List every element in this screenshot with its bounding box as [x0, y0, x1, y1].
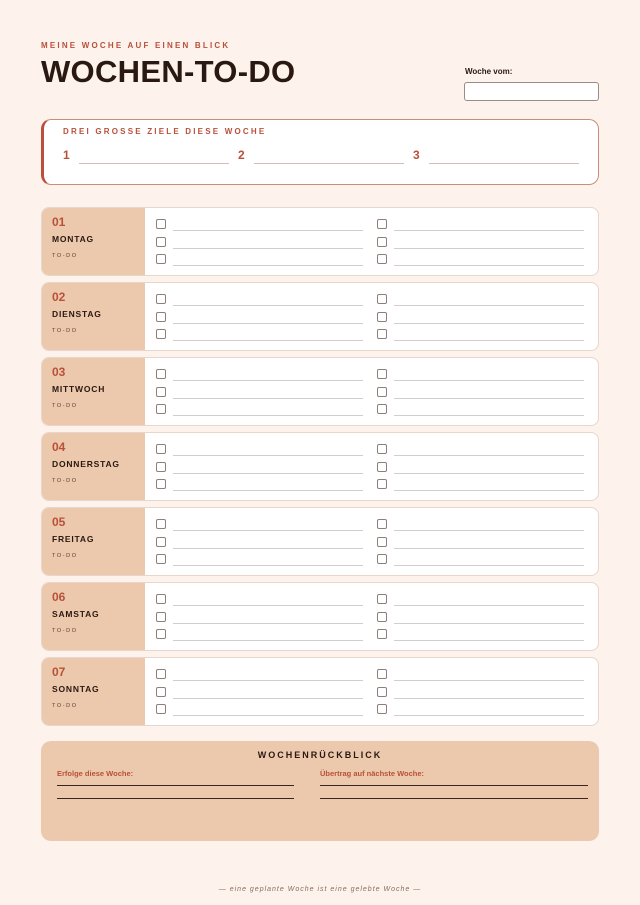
task-item: [156, 669, 363, 681]
day-number: 02: [52, 290, 66, 304]
task-line[interactable]: [394, 490, 584, 491]
goal-field[interactable]: [79, 163, 229, 164]
day-label-panel: [42, 433, 145, 500]
task-checkbox[interactable]: [156, 537, 166, 547]
task-line[interactable]: [173, 623, 363, 624]
task-line[interactable]: [173, 380, 363, 381]
task-item: [156, 444, 363, 456]
task-item: [156, 629, 363, 641]
task-item: [156, 554, 363, 566]
task-item: [377, 704, 584, 716]
task-item: [377, 669, 584, 681]
goal-field[interactable]: [429, 163, 579, 164]
day-number: 06: [52, 590, 66, 604]
day-label-panel: [42, 358, 145, 425]
task-item: [156, 687, 363, 699]
footer-tagline: — eine geplante Woche ist eine gelebte Woche —: [218, 886, 422, 893]
task-item: [156, 329, 363, 341]
task-item: [377, 537, 584, 549]
week-label: Woche vom:: [465, 67, 513, 76]
task-line[interactable]: [394, 415, 584, 416]
task-line[interactable]: [173, 605, 363, 606]
goals-panel: [41, 119, 599, 185]
task-item: [377, 404, 584, 416]
task-line[interactable]: [394, 640, 584, 641]
day-name: DONNERSTAG: [52, 459, 120, 469]
task-checkbox[interactable]: [377, 387, 387, 397]
task-line[interactable]: [394, 548, 584, 549]
task-checkbox[interactable]: [377, 237, 387, 247]
task-checkbox[interactable]: [156, 329, 166, 339]
task-checkbox[interactable]: [377, 594, 387, 604]
task-line[interactable]: [173, 490, 363, 491]
task-item: [377, 219, 584, 231]
task-line[interactable]: [173, 230, 363, 231]
day-row-3: [41, 357, 599, 426]
task-line[interactable]: [173, 715, 363, 716]
day-number: 05: [52, 515, 66, 529]
task-checkbox[interactable]: [377, 669, 387, 679]
review-label-carryover: Übertrag auf nächste Woche:: [320, 769, 425, 778]
task-checkbox[interactable]: [156, 444, 166, 454]
task-item: [377, 554, 584, 566]
task-line[interactable]: [394, 605, 584, 606]
task-checkbox[interactable]: [156, 294, 166, 304]
day-todo-label: TO-DO: [52, 553, 78, 559]
task-item: [377, 387, 584, 399]
day-label-panel: [42, 658, 145, 725]
task-item: [156, 612, 363, 624]
task-item: [377, 312, 584, 324]
task-checkbox[interactable]: [156, 479, 166, 489]
task-line[interactable]: [173, 323, 363, 324]
task-item: [156, 369, 363, 381]
task-checkbox[interactable]: [377, 294, 387, 304]
task-checkbox[interactable]: [377, 554, 387, 564]
task-checkbox[interactable]: [377, 687, 387, 697]
task-line[interactable]: [394, 565, 584, 566]
task-checkbox[interactable]: [156, 704, 166, 714]
task-line[interactable]: [394, 398, 584, 399]
task-line[interactable]: [394, 715, 584, 716]
task-line[interactable]: [173, 530, 363, 531]
task-item: [156, 219, 363, 231]
day-number: 07: [52, 665, 66, 679]
task-item: [156, 404, 363, 416]
task-item: [156, 387, 363, 399]
task-checkbox[interactable]: [377, 312, 387, 322]
task-item: [156, 519, 363, 531]
review-panel: [41, 741, 599, 841]
task-checkbox[interactable]: [156, 387, 166, 397]
task-line[interactable]: [173, 680, 363, 681]
task-checkbox[interactable]: [377, 704, 387, 714]
day-todo-label: TO-DO: [52, 703, 78, 709]
day-todo-label: TO-DO: [52, 403, 78, 409]
task-checkbox[interactable]: [377, 329, 387, 339]
task-checkbox[interactable]: [377, 479, 387, 489]
goals-heading: DREI GROSSE ZIELE DIESE WOCHE: [63, 127, 267, 136]
task-line[interactable]: [173, 455, 363, 456]
task-item: [156, 704, 363, 716]
task-item: [377, 294, 584, 306]
task-checkbox[interactable]: [156, 462, 166, 472]
day-row-7: [41, 657, 599, 726]
task-line[interactable]: [173, 548, 363, 549]
task-checkbox[interactable]: [156, 612, 166, 622]
task-line[interactable]: [394, 305, 584, 306]
day-number: 03: [52, 365, 66, 379]
task-item: [377, 329, 584, 341]
task-item: [377, 444, 584, 456]
task-item: [156, 312, 363, 324]
day-label-panel: [42, 508, 145, 575]
day-label-panel: [42, 583, 145, 650]
day-row-5: [41, 507, 599, 576]
day-todo-label: TO-DO: [52, 328, 78, 334]
day-label-panel: [42, 283, 145, 350]
task-checkbox[interactable]: [156, 404, 166, 414]
task-checkbox[interactable]: [156, 554, 166, 564]
task-checkbox[interactable]: [377, 537, 387, 547]
task-checkbox[interactable]: [156, 312, 166, 322]
task-item: [377, 612, 584, 624]
review-line-successes[interactable]: [57, 785, 294, 786]
task-line[interactable]: [173, 340, 363, 341]
page-eyebrow: MEINE WOCHE AUF EINEN BLICK: [41, 41, 231, 50]
goal-number: 3: [413, 148, 420, 162]
task-checkbox[interactable]: [377, 404, 387, 414]
task-checkbox[interactable]: [377, 612, 387, 622]
task-item: [156, 462, 363, 474]
task-item: [377, 519, 584, 531]
day-row-4: [41, 432, 599, 501]
task-item: [377, 594, 584, 606]
task-checkbox[interactable]: [377, 462, 387, 472]
task-checkbox[interactable]: [156, 219, 166, 229]
day-todo-label: TO-DO: [52, 478, 78, 484]
review-title: WOCHENRÜCKBLICK: [257, 750, 383, 760]
task-item: [156, 254, 363, 266]
task-item: [156, 294, 363, 306]
goal-number: 2: [238, 148, 245, 162]
task-item: [377, 254, 584, 266]
day-name: DIENSTAG: [52, 309, 102, 319]
day-name: MONTAG: [52, 234, 94, 244]
day-name: SONNTAG: [52, 684, 100, 694]
task-line[interactable]: [173, 473, 363, 474]
task-line[interactable]: [394, 455, 584, 456]
task-item: [156, 479, 363, 491]
task-line[interactable]: [394, 380, 584, 381]
review-line-carryover[interactable]: [320, 798, 588, 799]
task-checkbox[interactable]: [156, 594, 166, 604]
review-label-successes: Erfolge diese Woche:: [57, 769, 134, 778]
day-label-panel: [42, 208, 145, 275]
day-todo-label: TO-DO: [52, 628, 78, 634]
day-row-6: [41, 582, 599, 651]
task-checkbox[interactable]: [156, 369, 166, 379]
task-checkbox[interactable]: [377, 369, 387, 379]
task-checkbox[interactable]: [377, 219, 387, 229]
review-line-successes[interactable]: [57, 798, 294, 799]
task-line[interactable]: [394, 248, 584, 249]
task-line[interactable]: [394, 698, 584, 699]
goal-field[interactable]: [254, 163, 404, 164]
task-checkbox[interactable]: [156, 669, 166, 679]
task-checkbox[interactable]: [377, 629, 387, 639]
task-item: [377, 629, 584, 641]
task-checkbox[interactable]: [156, 254, 166, 264]
task-item: [377, 462, 584, 474]
task-item: [377, 369, 584, 381]
task-checkbox[interactable]: [156, 629, 166, 639]
task-checkbox[interactable]: [156, 687, 166, 697]
task-checkbox[interactable]: [377, 254, 387, 264]
task-line[interactable]: [394, 265, 584, 266]
day-todo-label: TO-DO: [52, 253, 78, 259]
task-line[interactable]: [173, 398, 363, 399]
day-number: 04: [52, 440, 66, 454]
day-row-2: [41, 282, 599, 351]
task-line[interactable]: [394, 323, 584, 324]
review-line-carryover[interactable]: [320, 785, 588, 786]
task-line[interactable]: [173, 415, 363, 416]
task-item: [377, 479, 584, 491]
task-line[interactable]: [173, 640, 363, 641]
day-number: 01: [52, 215, 66, 229]
task-item: [156, 594, 363, 606]
task-line[interactable]: [173, 698, 363, 699]
task-line[interactable]: [173, 265, 363, 266]
task-item: [377, 687, 584, 699]
task-line[interactable]: [173, 305, 363, 306]
task-item: [156, 237, 363, 249]
page-title: WOCHEN-TO-DO: [41, 54, 296, 89]
task-checkbox[interactable]: [156, 237, 166, 247]
goal-number: 1: [63, 148, 70, 162]
day-row-1: [41, 207, 599, 276]
task-checkbox[interactable]: [156, 519, 166, 529]
task-item: [156, 537, 363, 549]
day-name: MITTWOCH: [52, 384, 106, 394]
task-line[interactable]: [394, 230, 584, 231]
task-line[interactable]: [394, 473, 584, 474]
task-line[interactable]: [394, 680, 584, 681]
task-line[interactable]: [173, 248, 363, 249]
day-name: SAMSTAG: [52, 609, 100, 619]
week-date-field[interactable]: [464, 82, 599, 101]
task-item: [377, 237, 584, 249]
task-line[interactable]: [394, 340, 584, 341]
task-line[interactable]: [394, 623, 584, 624]
task-line[interactable]: [173, 565, 363, 566]
task-checkbox[interactable]: [377, 519, 387, 529]
task-line[interactable]: [394, 530, 584, 531]
day-name: FREITAG: [52, 534, 95, 544]
task-checkbox[interactable]: [377, 444, 387, 454]
